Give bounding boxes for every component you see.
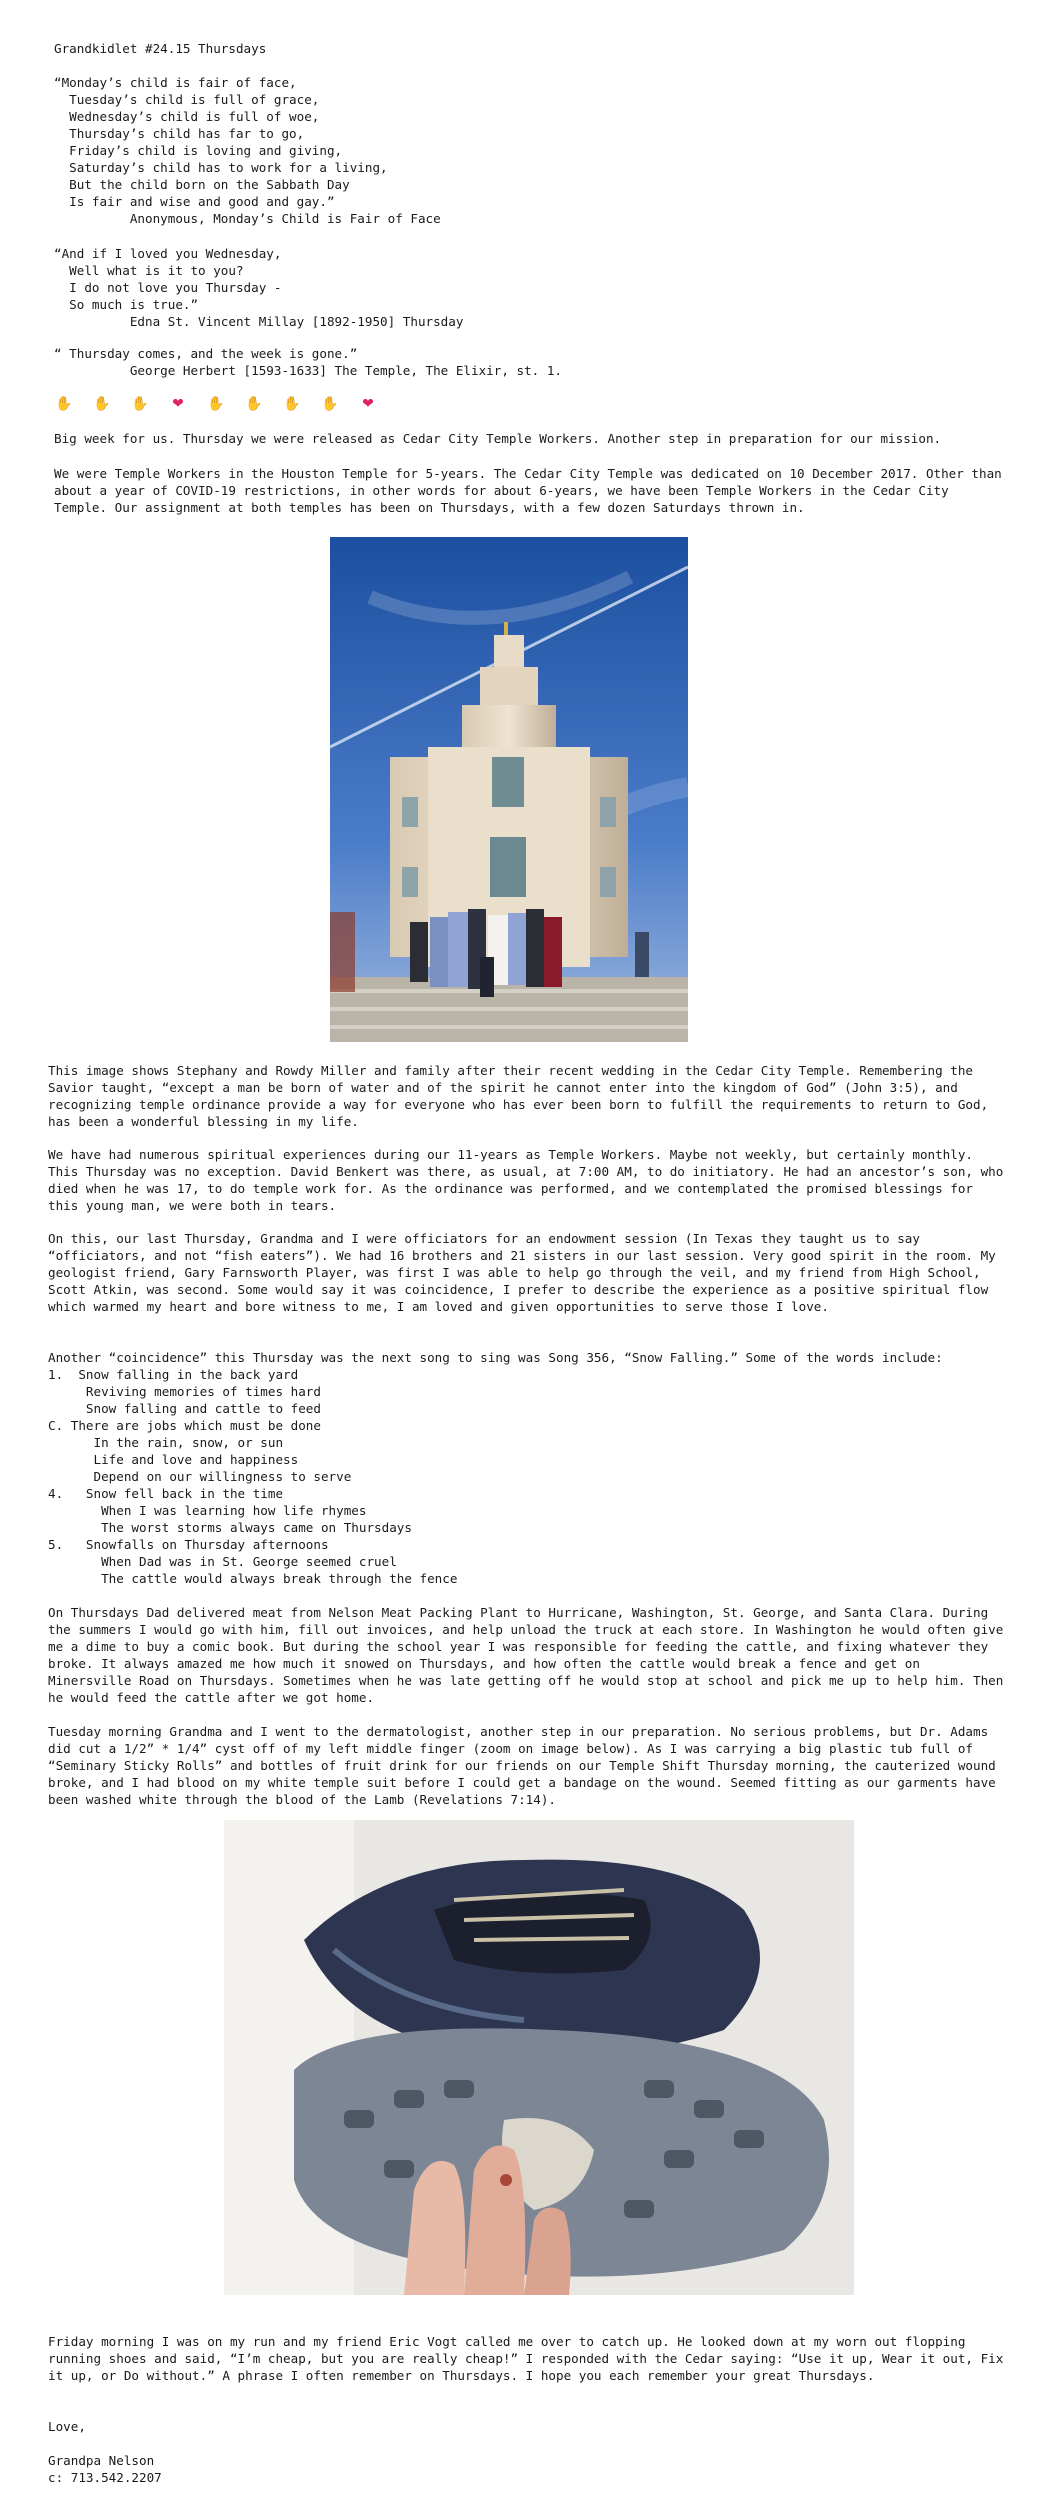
raised-hand-emoji-icon: ✋ — [245, 396, 263, 412]
paragraph-image-caption: This image shows Stephany and Rowdy Miller and family after their recent wedding in the Cedar City Temple. Remembering the Savior taught, “except a man be born of water and of the spirit he cannot enter into the kingdom of God” (John 3:5), and recognizing temple ordinance provide a way for everyone who has ever been born to fulfill the requirements to return to God, has been a wonderful blessing in my life. — [48, 1063, 989, 1129]
phone-number: c: 713.542.2207 — [48, 2470, 162, 2485]
poem-monday: “Monday’s child is fair of face, Tuesday’s child is full of grace, Wednesday’s child is full of woe, Thursday’s child has far to go, Friday’s child is loving and giving, Saturday’s child has to work for a living, But the child born on the Sabbath Day Is fair and wise and good and gay.” Anonymous, Monday’s Child is Fair of Face — [54, 75, 441, 226]
worn-shoe-photo — [224, 1820, 854, 2295]
signature: Grandpa Nelson — [48, 2453, 155, 2468]
page-title: Grandkidlet #24.15 Thursdays — [54, 41, 267, 56]
raised-hand-emoji-icon: ✋ — [321, 396, 339, 412]
raised-hand-emoji-icon: ✋ — [207, 396, 225, 412]
paragraph-temple-workers: We were Temple Workers in the Houston Temple for 5-years. The Cedar City Temple was dedicated on 10 December 2017. Other than about a year of COVID-19 restrictions, in other words for about 6-years, we have been Temple Workers in the Cedar City Temple. Our assignment at both temples has been on Thursdays, with a few dozen Saturdays thrown in. — [54, 466, 1002, 515]
paragraph-dermatologist: Tuesday morning Grandma and I went to the dermatologist, another step in our preparation. No serious problems, but Dr. Adams did cut a 1/2” * 1/4” cyst off of my left middle finger (zoom on image below). As I was carrying a big plastic tub full of “Seminary Sticky Rolls” and bottles of fruit drink for our friends on our Temple Shift Thursday morning, the cauterized wound broke, and I had blood on my white temple suit before I could get a bandage on the wound. Seemed fitting as our garments have been washed white through the blood of the Lamb (Revelations 7:14). — [48, 1724, 996, 1807]
raised-hand-emoji-icon: ✋ — [131, 396, 149, 412]
heart-emoji-icon: ❤ — [362, 396, 374, 412]
paragraph-released: Big week for us. Thursday we were released as Cedar City Temple Workers. Another step in preparation for our mission. — [54, 431, 942, 446]
paragraph-worn-shoes: Friday morning I was on my run and my friend Eric Vogt called me over to catch up. He looked down at my worn out flopping running shoes and said, “I’m cheap, but you are really cheap!” I responded with the Cedar saying: “Use it up, Wear it out, Fix it up, or Do without.” A phrase I often remember on Thursdays. I hope you each remember your great Thursdays. — [48, 2334, 1004, 2383]
temple-wedding-photo — [330, 537, 688, 1042]
poem-herbert: “ Thursday comes, and the week is gone.” George Herbert [1593-1633] The Temple, The Elixir, st. 1. — [54, 346, 562, 378]
raised-hand-emoji-icon: ✋ — [93, 396, 111, 412]
song-snow-falling: Another “coincidence” this Thursday was the next song to sing was Song 356, “Snow Falling.” Some of the words include: 1. Snow falling in the back yard Reviving memories of times hard Snow falling and cattle to feed C. There are jobs which must be done In the rain, snow, or sun Life and love and happiness Depend on our willingness to serve 4. Snow fell back in the time When I was learning how life rhymes The worst storms always came on Thursdays 5. Snowfalls on Thursday afternoons When Dad was in St. George seemed cruel The cattle would always break through the fence — [48, 1350, 943, 1586]
raised-hand-emoji-icon: ✋ — [283, 396, 301, 412]
paragraph-dad-deliveries: On Thursdays Dad delivered meat from Nelson Meat Packing Plant to Hurricane, Washington, St. George, and Santa Clara. During the summers I would go with him, fill out invoices, and help unload the truck at each store. In Washington he would often give me a dime to buy a comic book. But during the school year I was responsible for feeding the cattle, and fixing whatever they broke. It always amazed me how much it snowed on Thursdays, and how often the cattle would break a fence and get on Minersville Road on Thursdays. Sometimes when he was late getting off he would stop at school and pick me up to help him. Then he would feed the cattle after we got home. — [48, 1605, 1004, 1705]
paragraph-spiritual-experiences: We have had numerous spiritual experiences during our 11-years as Temple Workers. Maybe not weekly, but certainly monthly. This Thursday was no exception. David Benkert was there, as usual, at 7:00 AM, to do initiatory. He had an ancestor’s son, who died when he was 17, to do temple work for. As the ordinance was performed, and we contemplated the promised blessings for this young man, we were both in tears. — [48, 1147, 1004, 1213]
raised-hand-emoji-icon: ✋ — [55, 396, 73, 412]
heart-emoji-icon: ❤ — [172, 396, 184, 412]
emoji-row — [54, 396, 378, 413]
closing: Love, — [48, 2419, 86, 2434]
poem-millay: “And if I loved you Wednesday, Well what is it to you? I do not love you Thursday - So much is true.” Edna St. Vincent Millay [1892-1950] Thursday — [54, 246, 464, 329]
paragraph-last-thursday: On this, our last Thursday, Grandma and I were officiators for an endowment session (In Texas they taught us to say “officiators, and not “fish eaters”). We had 16 brothers and 21 sisters in our last session. Very good spirit in the room. My geologist friend, Gary Farnsworth Player, was first I was able to help go through the veil, and my friend from High School, Scott Atkin, was second. Some would say it was coincidence, I prefer to describe the experience as a positive spiritual flow which warmed my heart and bore witness to me, I am loved and given opportunities to serve those I love. — [48, 1231, 996, 1314]
